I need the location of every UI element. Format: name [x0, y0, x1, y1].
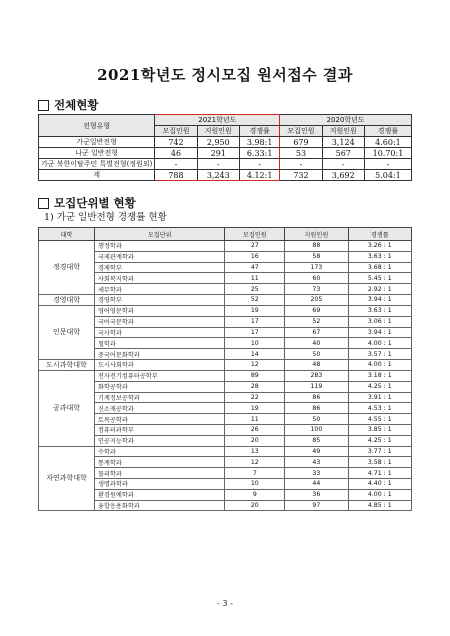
page-title: 2021학년도 정시모집 원서접수 결과: [97, 66, 353, 84]
value-cell: 22: [225, 392, 285, 403]
department-cell: 경영학부: [94, 294, 225, 305]
college-cell: 정경대학: [39, 241, 95, 295]
col-header: 모집인원: [280, 126, 322, 137]
value-cell: 85: [285, 435, 348, 446]
value-cell: 27: [225, 241, 285, 252]
summary-cell: -: [197, 159, 239, 170]
value-cell: 25: [225, 284, 285, 295]
col-header: 지원인원: [197, 126, 239, 137]
summary-row: [39, 170, 412, 181]
subtitle: 1) 가군 일반전형 경쟁률 현황: [44, 212, 167, 223]
value-cell: 4.25 : 1: [348, 435, 411, 446]
value-cell: 20: [225, 500, 285, 511]
col-header: 경쟁률: [348, 228, 411, 241]
department-cell: 신소재공학과: [94, 403, 225, 414]
table-row: [39, 327, 412, 338]
value-cell: 89: [225, 370, 285, 381]
table-row: [39, 489, 412, 500]
value-cell: 52: [225, 294, 285, 305]
department-cell: 수학과: [94, 446, 225, 457]
department-cell: 중국어문화학과: [94, 349, 225, 360]
value-cell: 3.68 : 1: [348, 262, 411, 273]
page-number: - 3 -: [217, 599, 233, 608]
college-cell: 공과대학: [39, 370, 95, 446]
department-cell: 화학공학과: [94, 381, 225, 392]
department-cell: 융합응용화학과: [94, 500, 225, 511]
department-cell: 영어영문학과: [94, 305, 225, 316]
checkbox-square-icon: [38, 100, 49, 111]
value-cell: 28: [225, 381, 285, 392]
value-cell: 58: [285, 251, 348, 262]
value-cell: 97: [285, 500, 348, 511]
table-row: [39, 424, 412, 435]
value-cell: 44: [285, 478, 348, 489]
department-cell: 사회복지학과: [94, 273, 225, 284]
value-cell: 33: [285, 468, 348, 479]
value-cell: 88: [285, 241, 348, 252]
value-cell: 14: [225, 349, 285, 360]
row-label: 나군 일반전형: [39, 148, 155, 159]
summary-cell: -: [322, 159, 364, 170]
col-header: 모집단위: [94, 228, 225, 241]
department-cell: 물리학과: [94, 468, 225, 479]
table-row: [39, 359, 412, 370]
table-row: [39, 338, 412, 349]
value-cell: 4.25 : 1: [348, 381, 411, 392]
value-cell: 4.40 : 1: [348, 478, 411, 489]
college-cell: 자연과학대학: [39, 446, 95, 511]
value-cell: 4.00 : 1: [348, 359, 411, 370]
summary-cell: 732: [280, 170, 322, 181]
summary-cell: 46: [155, 148, 197, 159]
value-cell: 4.00 : 1: [348, 489, 411, 500]
col-header: 모집인원: [225, 228, 285, 241]
summary-cell: -: [280, 159, 322, 170]
table-row: [39, 273, 412, 284]
summary-cell: 291: [197, 148, 239, 159]
value-cell: 26: [225, 424, 285, 435]
value-cell: 19: [225, 403, 285, 414]
value-cell: 3.57 : 1: [348, 349, 411, 360]
section-heading-overall: [38, 97, 98, 113]
row-label: 계: [39, 170, 155, 181]
value-cell: 50: [285, 414, 348, 425]
summary-cell: 567: [322, 148, 364, 159]
summary-cell: 3,692: [322, 170, 364, 181]
checkbox-square-icon: [38, 198, 49, 209]
table-row: [39, 241, 412, 252]
table-row: [39, 414, 412, 425]
department-cell: 전자전기컴퓨터공학부: [94, 370, 225, 381]
col-header: 지원인원: [285, 228, 348, 241]
type-header: 전형유형: [39, 115, 155, 137]
department-cell: 경제학부: [94, 262, 225, 273]
detail-table: [38, 227, 412, 511]
summary-cell: 4.60:1: [364, 137, 411, 148]
value-cell: 43: [285, 457, 348, 468]
table-row: [39, 262, 412, 273]
year-2021-header: 2021학년도: [155, 115, 280, 126]
value-cell: 3.26 : 1: [348, 241, 411, 252]
value-cell: 20: [225, 435, 285, 446]
value-cell: 2.92 : 1: [348, 284, 411, 295]
summary-cell: -: [155, 159, 197, 170]
value-cell: 52: [285, 316, 348, 327]
value-cell: 10: [225, 478, 285, 489]
value-cell: 5.45 : 1: [348, 273, 411, 284]
value-cell: 3.77 : 1: [348, 446, 411, 457]
value-cell: 173: [285, 262, 348, 273]
value-cell: 60: [285, 273, 348, 284]
summary-cell: 679: [280, 137, 322, 148]
value-cell: 11: [225, 414, 285, 425]
table-row: [39, 316, 412, 327]
value-cell: 4.00 : 1: [348, 338, 411, 349]
department-cell: 토목공학과: [94, 414, 225, 425]
value-cell: 7: [225, 468, 285, 479]
college-cell: 인문대학: [39, 305, 95, 359]
value-cell: 3.94 : 1: [348, 327, 411, 338]
table-row: [39, 370, 412, 381]
summary-cell: -: [364, 159, 411, 170]
department-cell: 세무학과: [94, 284, 225, 295]
table-row: [39, 500, 412, 511]
summary-cell: 3,243: [197, 170, 239, 181]
row-label: 가군일반전형: [39, 137, 155, 148]
value-cell: 4.55 : 1: [348, 414, 411, 425]
value-cell: 17: [225, 327, 285, 338]
table-row: [39, 305, 412, 316]
col-header: 모집인원: [155, 126, 197, 137]
summary-cell: 2,950: [197, 137, 239, 148]
value-cell: 4.53 : 1: [348, 403, 411, 414]
department-cell: 철학과: [94, 338, 225, 349]
value-cell: 3.94 : 1: [348, 294, 411, 305]
college-cell: 경영대학: [39, 294, 95, 305]
value-cell: 11: [225, 273, 285, 284]
row-label: 가군 북한이탈주민 특별전형(정원외): [39, 159, 155, 170]
value-cell: 4.71 : 1: [348, 468, 411, 479]
department-cell: 통계학과: [94, 457, 225, 468]
department-cell: 환경원예학과: [94, 489, 225, 500]
table-row: [39, 403, 412, 414]
department-cell: 국제관계학과: [94, 251, 225, 262]
table-row: [39, 446, 412, 457]
department-cell: 컴퓨터과학부: [94, 424, 225, 435]
value-cell: 16: [225, 251, 285, 262]
value-cell: 48: [285, 359, 348, 370]
value-cell: 3.91 : 1: [348, 392, 411, 403]
summary-cell: -: [239, 159, 279, 170]
value-cell: 3.58 : 1: [348, 457, 411, 468]
value-cell: 50: [285, 349, 348, 360]
college-cell: 도시과학대학: [39, 359, 95, 370]
summary-cell: 3,124: [322, 137, 364, 148]
col-header: 경쟁률: [364, 126, 411, 137]
department-cell: 생명과학과: [94, 478, 225, 489]
value-cell: 3.85 : 1: [348, 424, 411, 435]
value-cell: 47: [225, 262, 285, 273]
table-row: [39, 478, 412, 489]
value-cell: 4.85 : 1: [348, 500, 411, 511]
summary-cell: 53: [280, 148, 322, 159]
table-row: [39, 468, 412, 479]
value-cell: 9: [225, 489, 285, 500]
table-row: [39, 251, 412, 262]
table-row: [39, 294, 412, 305]
table-row: [39, 435, 412, 446]
table-row: [39, 349, 412, 360]
table-row: [39, 457, 412, 468]
value-cell: 40: [285, 338, 348, 349]
value-cell: 19: [225, 305, 285, 316]
value-cell: 13: [225, 446, 285, 457]
value-cell: 3.63 : 1: [348, 251, 411, 262]
table-row: [39, 381, 412, 392]
col-header: 경쟁률: [239, 126, 279, 137]
summary-cell: 788: [155, 170, 197, 181]
value-cell: 3.18 : 1: [348, 370, 411, 381]
value-cell: 205: [285, 294, 348, 305]
table-row: [39, 392, 412, 403]
summary-cell: 4.12:1: [239, 170, 279, 181]
value-cell: 12: [225, 359, 285, 370]
summary-cell: 5.04:1: [364, 170, 411, 181]
value-cell: 73: [285, 284, 348, 295]
section-2-label: 모집단위별 현황: [54, 196, 136, 210]
year-2020-header: 2020학년도: [280, 115, 412, 126]
department-cell: 도시사회학과: [94, 359, 225, 370]
section-1-label: 전체현황: [54, 98, 99, 112]
value-cell: 119: [285, 381, 348, 392]
value-cell: 100: [285, 424, 348, 435]
value-cell: 12: [225, 457, 285, 468]
summary-cell: 10.70:1: [364, 148, 411, 159]
value-cell: 86: [285, 403, 348, 414]
value-cell: 3.63 : 1: [348, 305, 411, 316]
value-cell: 49: [285, 446, 348, 457]
col-header: 지원인원: [322, 126, 364, 137]
department-cell: 행정학과: [94, 241, 225, 252]
value-cell: 283: [285, 370, 348, 381]
summary-row: [39, 137, 412, 148]
value-cell: 69: [285, 305, 348, 316]
summary-cell: 3.98:1: [239, 137, 279, 148]
summary-row: [39, 159, 412, 170]
department-cell: 국어국문학과: [94, 316, 225, 327]
value-cell: 67: [285, 327, 348, 338]
summary-table: [38, 114, 412, 181]
value-cell: 36: [285, 489, 348, 500]
summary-row: [39, 148, 412, 159]
summary-cell: 742: [155, 137, 197, 148]
table-row: [39, 284, 412, 295]
department-cell: 인공지능학과: [94, 435, 225, 446]
value-cell: 17: [225, 316, 285, 327]
value-cell: 10: [225, 338, 285, 349]
department-cell: 국사학과: [94, 327, 225, 338]
department-cell: 기계정보공학과: [94, 392, 225, 403]
value-cell: 86: [285, 392, 348, 403]
col-header: 대학: [39, 228, 95, 241]
value-cell: 3.06 : 1: [348, 316, 411, 327]
summary-cell: 6.33:1: [239, 148, 279, 159]
